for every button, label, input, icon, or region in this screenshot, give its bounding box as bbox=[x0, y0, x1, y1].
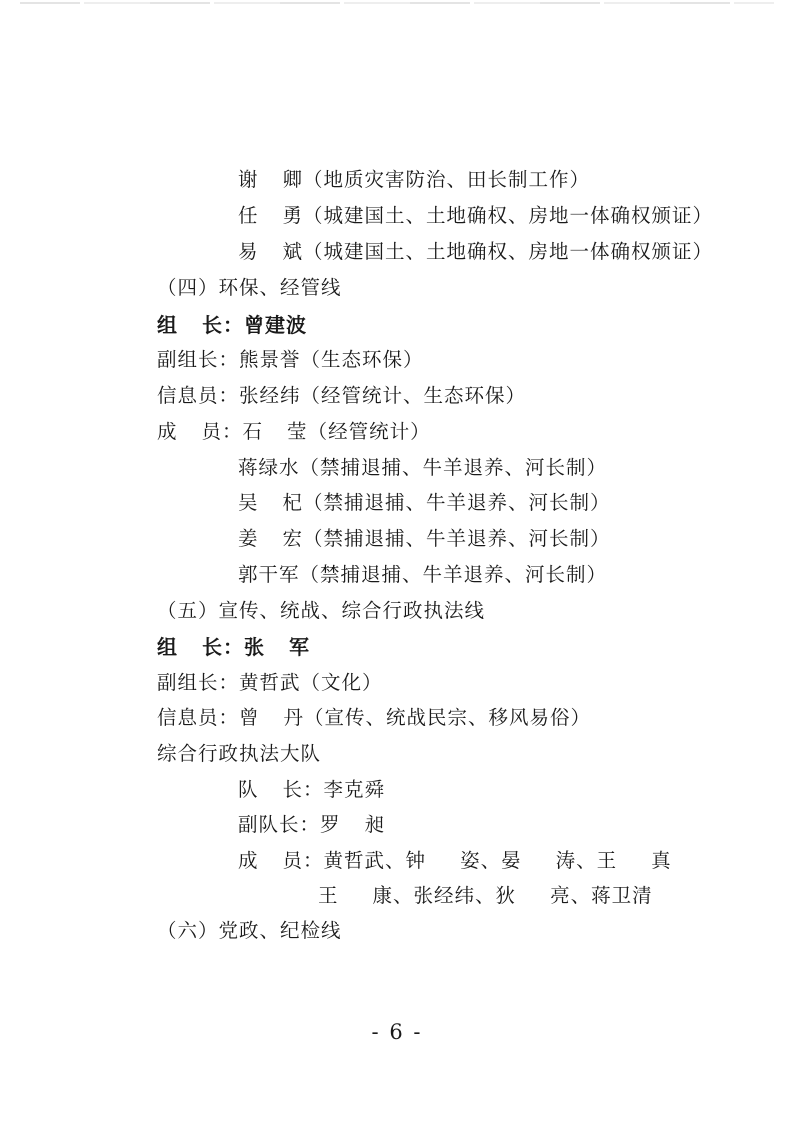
deputy-leader-line: 副组长：熊景誉（生态环保） bbox=[157, 348, 424, 371]
member-line: 易 斌（城建国土、土地确权、房地一体确权颁证） bbox=[238, 240, 714, 263]
section-heading: （五）宣传、统战、综合行政执法线 bbox=[157, 599, 486, 622]
member-line: 任 勇（城建国土、土地确权、房地一体确权颁证） bbox=[238, 204, 714, 227]
team-leader-line: 队 长：李克舜 bbox=[238, 778, 386, 801]
info-officer-line: 信息员：张经纬（经管统计、生态环保） bbox=[157, 384, 527, 407]
member-line: 蒋绿水（禁捕退捕、牛羊退养、河长制） bbox=[238, 456, 608, 479]
member-line: 谢 卿（地质灾害防治、田长制工作） bbox=[238, 168, 591, 191]
page-number: - 6 - bbox=[371, 1020, 423, 1044]
team-members-line: 成 员：黄哲武、钟 姿、晏 涛、王 真 bbox=[238, 849, 672, 872]
group-leader-line: 组 长：张 军 bbox=[157, 635, 310, 659]
group-leader-line: 组 长：曾建波 bbox=[157, 313, 307, 337]
section-heading: （四）环保、经管线 bbox=[157, 276, 342, 299]
deputy-leader-line: 副组长：黄哲武（文化） bbox=[157, 671, 383, 694]
members-line: 成 员：石 莹（经管统计） bbox=[157, 420, 431, 443]
section-heading: （六）党政、纪检线 bbox=[157, 919, 342, 942]
member-line: 姜 宏（禁捕退捕、牛羊退养、河长制） bbox=[238, 527, 611, 550]
member-line: 吴 杞（禁捕退捕、牛羊退养、河长制） bbox=[238, 491, 611, 514]
member-line: 郭干军（禁捕退捕、牛羊退养、河长制） bbox=[238, 563, 608, 586]
subunit-heading: 综合行政执法大队 bbox=[157, 742, 322, 765]
deputy-team-leader-line: 副队长：罗 昶 bbox=[238, 813, 386, 836]
scan-edge-line bbox=[20, 2, 774, 4]
info-officer-line: 信息员：曾 丹（宣传、统战民宗、移风易俗） bbox=[157, 706, 592, 729]
team-members-line-continued: 王 康、张经纬、狄 亮、蒋卫清 bbox=[318, 884, 653, 907]
